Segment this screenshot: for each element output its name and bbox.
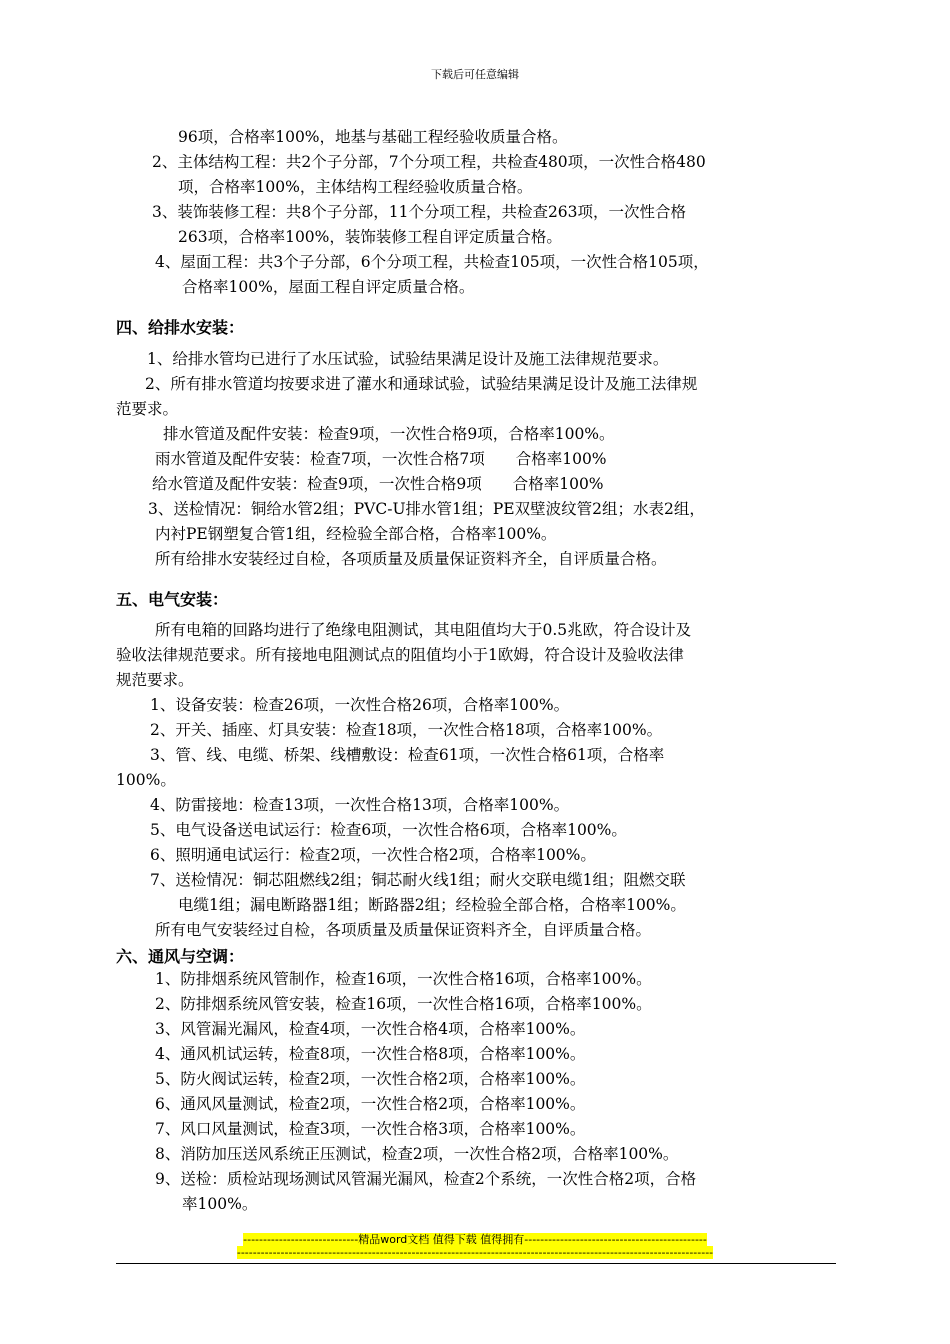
text-line: 所有电箱的回路均进行了绝缘电阻测试，其电阻值均大于0.5兆欧，符合设计及 [155,621,692,639]
text-line: 1、给排水管均已进行了水压试验，试验结果满足设计及施工法律规范要求。 [147,350,669,368]
text-line: 6、通风风量测试，检查2项，一次性合格2项，合格率100%。 [155,1095,586,1113]
text-line: 2、主体结构工程：共2个子分部，7个分项工程，共检查480项，一次性合格480 [152,153,706,171]
text-line: 范要求。 [116,400,179,418]
text-line: 5、电气设备送电试运行：检查6项，一次性合格6项，合格率100%。 [150,821,627,839]
footer-rule [116,1263,836,1264]
section-heading: 六、通风与空调： [116,947,245,966]
text-line: 9、送检：质检站现场测试风管漏光漏风，检查2个系统，一次性合格2项，合格 [155,1170,697,1188]
footer-banner [0,1231,950,1247]
text-line: 排水管道及配件安装：检查9项，一次性合格9项，合格率100%。 [163,425,615,443]
text-line: 验收法律规范要求。所有接地电阻测试点的阻值均小于1欧姆，符合设计及验收法律 [116,646,684,664]
text-line: 5、防火阀试运转，检查2项，一次性合格2项，合格率100%。 [155,1070,586,1088]
text-line: 4、屋面工程：共3个子分部，6个分项工程，共检查105项，一次性合格105项， [155,253,709,271]
footer-line-1: -----------------------------精品word文档 值得下载 值得拥有---------------------------------------------- [243,1233,707,1246]
text-line: 电缆1组；漏电断路器1组；断路器2组；经检验全部合格，合格率100%。 [178,896,686,914]
footer-banner-dashes [0,1246,950,1259]
section-heading: 四、给排水安装： [116,318,245,337]
text-line: 2、开关、插座、灯具安装：检查18项，一次性合格18项，合格率100%。 [150,721,663,739]
text-line: 2、防排烟系统风管安装，检查16项，一次性合格16项，合格率100%。 [155,995,652,1013]
text-line: 3、风管漏光漏风，检查4项，一次性合格4项，合格率100%。 [155,1020,586,1038]
text-line: 2、所有排水管道均按要求进了灌水和通球试验，试验结果满足设计及施工法律规 [145,375,698,393]
text-line: 96项，合格率100%，地基与基础工程经验收质量合格。 [178,128,568,146]
text-line: 3、管、线、电缆、桥架、线槽敷设：检查61项，一次性合格61项，合格率 [150,746,665,764]
section-heading: 五、电气安装： [116,590,229,609]
text-line: 规范要求。 [116,671,194,689]
text-line: 率100%。 [182,1195,258,1213]
text-line: 7、送检情况：铜芯阻燃线2组；铜芯耐火线1组；耐火交联电缆1组；阻燃交联 [150,871,686,889]
text-line: 内衬PE钢塑复合管1组，经检验全部合格，合格率100%。 [155,525,557,543]
text-line: 1、防排烟系统风管制作，检查16项，一次性合格16项，合格率100%。 [155,970,652,988]
text-line: 合格率100%，屋面工程自评定质量合格。 [182,278,475,296]
text-line: 7、风口风量测试，检查3项，一次性合格3项，合格率100%。 [155,1120,586,1138]
text-line: 8、消防加压送风系统正压测试，检查2项，一次性合格2项，合格率100%。 [155,1145,679,1163]
text-line: 6、照明通电试运行：检查2项，一次性合格2项，合格率100%。 [150,846,596,864]
text-line: 项，合格率100%，主体结构工程经验收质量合格。 [178,178,533,196]
text-line: 雨水管道及配件安装：检查7项，一次性合格7项 合格率100% [155,450,607,468]
text-line: 1、设备安装：检查26项，一次性合格26项，合格率100%。 [150,696,570,714]
text-line: 给水管道及配件安装：检查9项，一次性合格9项 合格率100% [152,475,604,493]
text-line: 3、送检情况：铜给水管2组；PVC-U排水管1组；PE双壁波纹管2组；水表2组， [148,500,705,518]
text-line: 3、装饰装修工程：共8个子分部，11个分项工程，共检查263项，一次性合格 [152,203,687,221]
text-line: 100%。 [116,771,176,789]
text-line: 263项，合格率100%，装饰装修工程自评定质量合格。 [178,228,562,246]
text-line: 4、防雷接地：检查13项，一次性合格13项，合格率100%。 [150,796,570,814]
text-line: 4、通风机试运转，检查8项，一次性合格8项，合格率100%。 [155,1045,586,1063]
text-line: 所有电气安装经过自检，各项质量及质量保证资料齐全，自评质量合格。 [155,921,652,939]
text-line: 所有给排水安装经过自检，各项质量及质量保证资料齐全，自评质量合格。 [155,550,667,568]
page-header: 下载后可任意编辑 [431,68,519,81]
footer-line-2: ------------------------------------------------------------------------------------------------------------------------ [236,1246,714,1259]
